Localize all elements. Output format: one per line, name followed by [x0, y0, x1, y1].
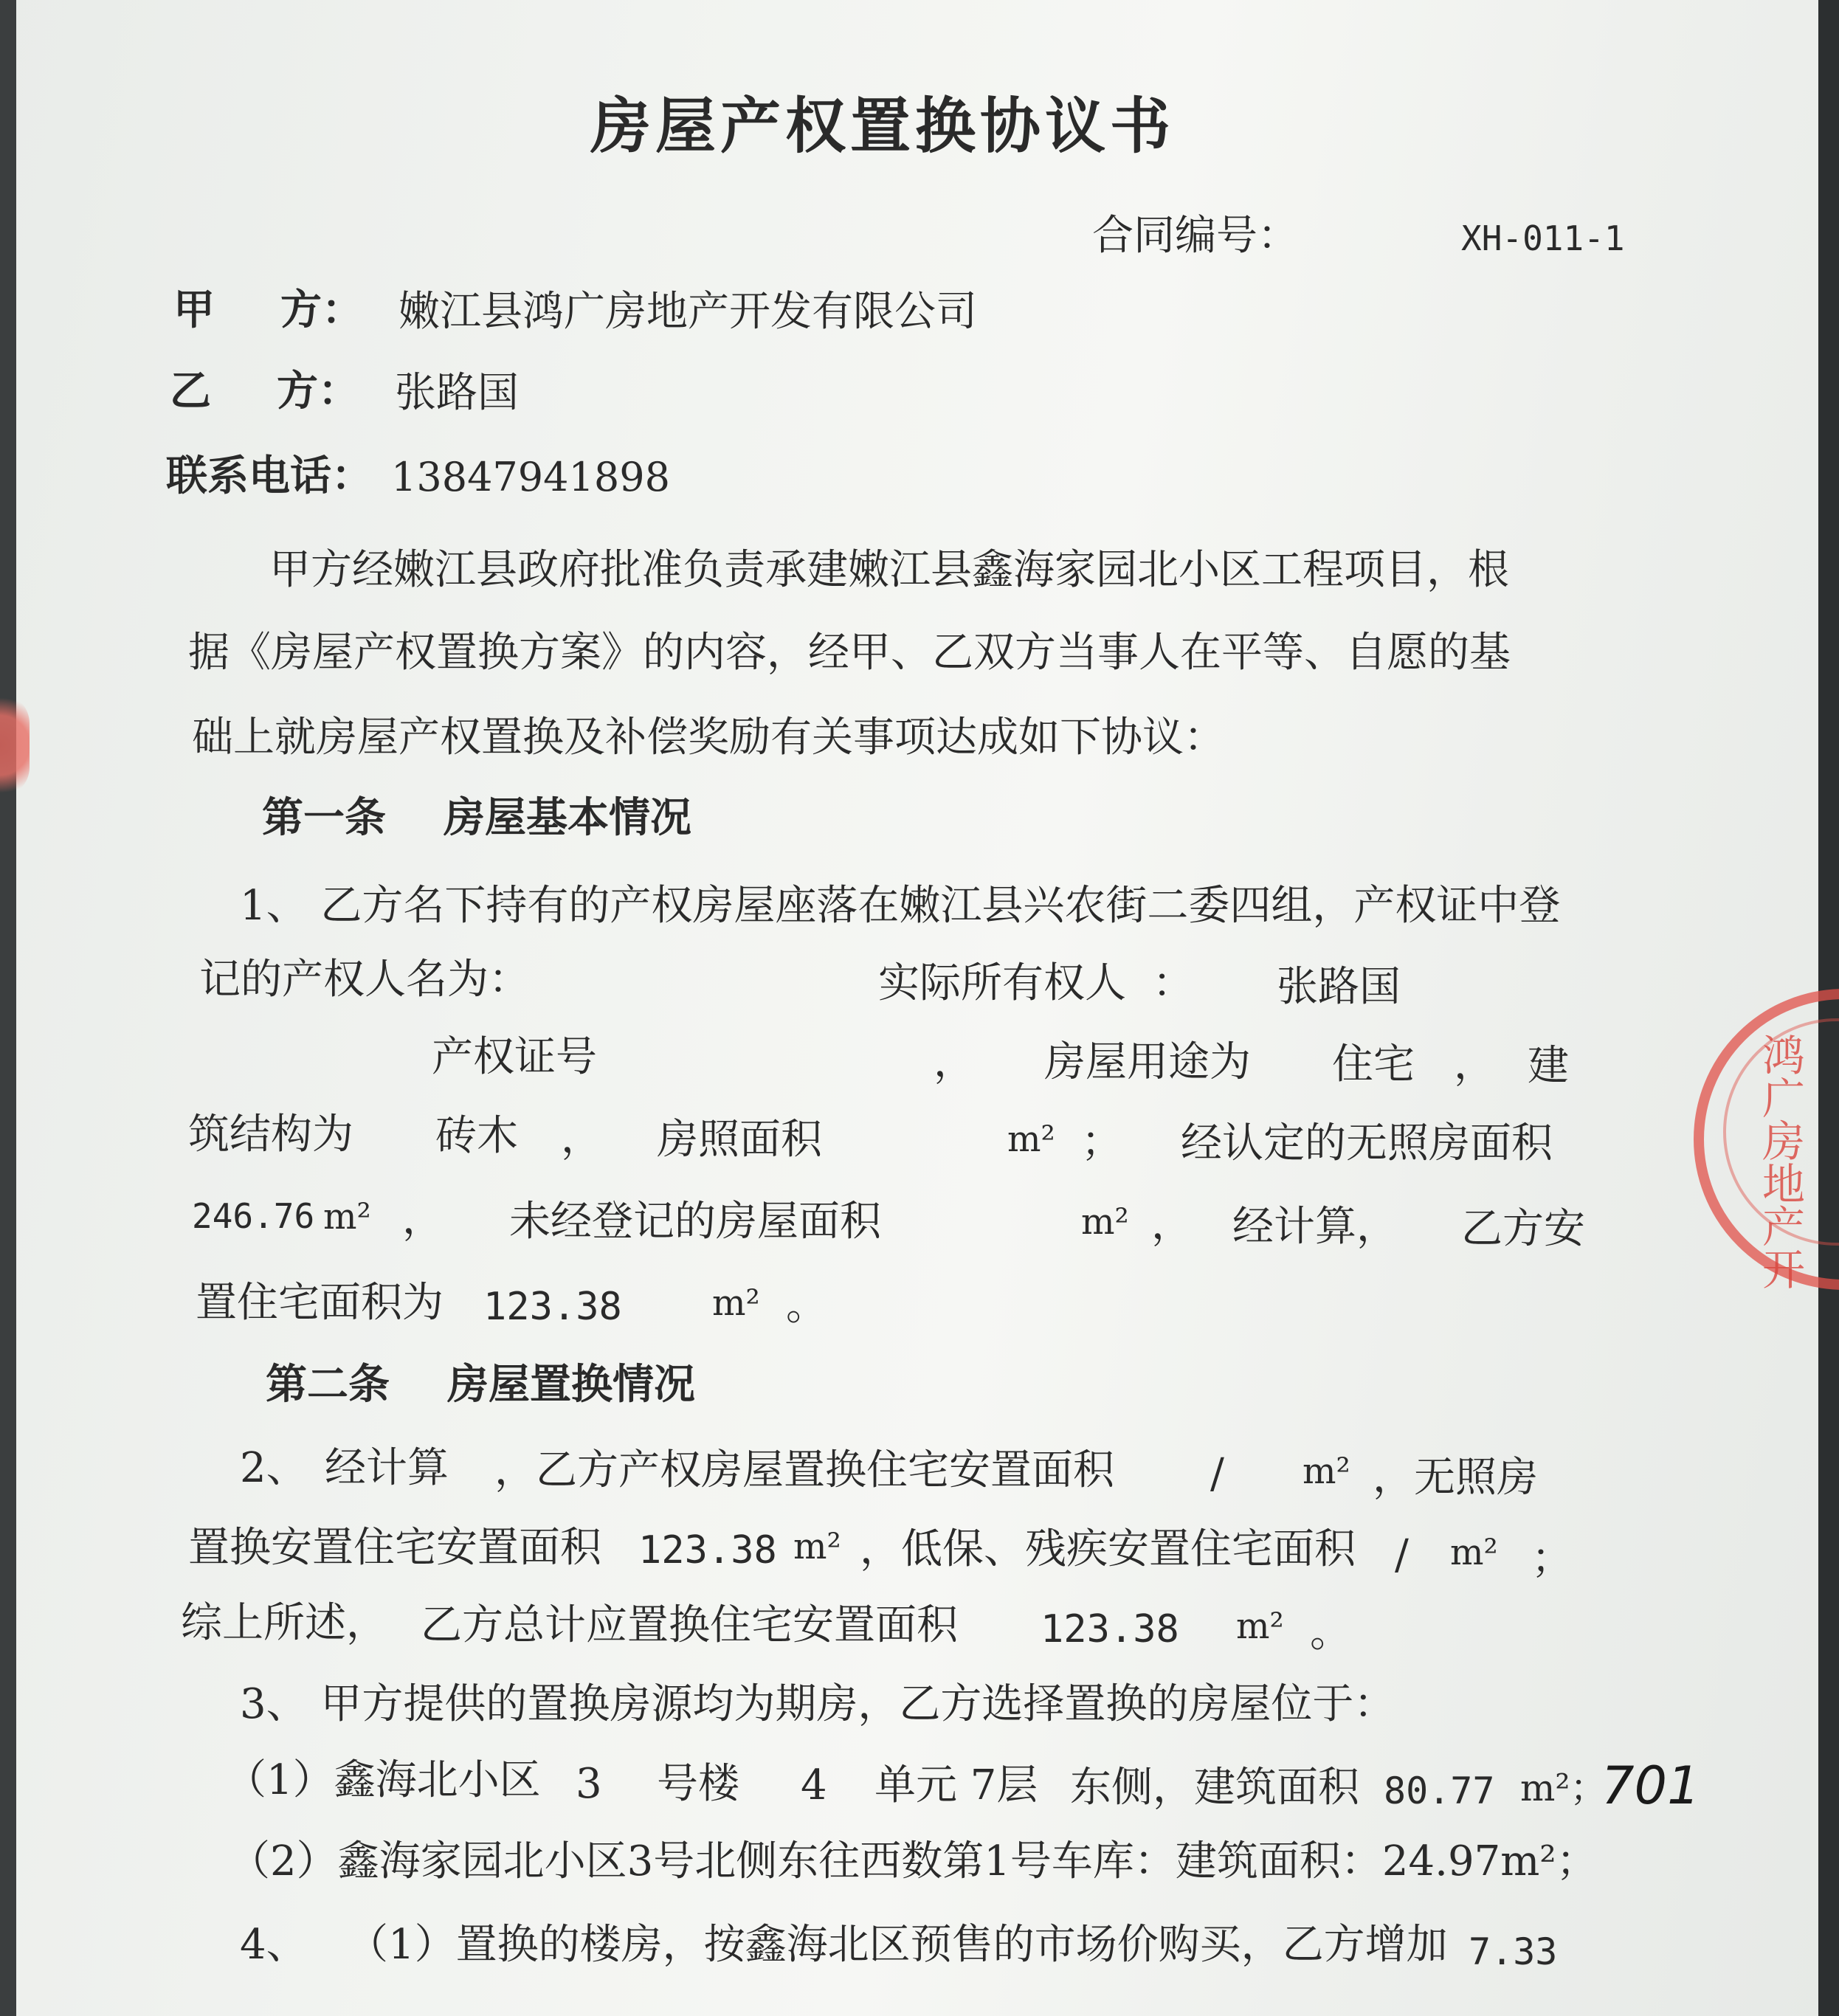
unlicensed-area-value: 246.76 [192, 1196, 315, 1236]
seal-text: 鸿广房地产开 [1755, 1033, 1805, 1290]
unlicensed-placement-value: 123.38 [638, 1528, 777, 1573]
semicolon: ； [1531, 1535, 1573, 1583]
intro-line: 甲方经嫩江县政府批准负责承建嫩江县鑫海家园北小区工程项目，根 [269, 546, 1509, 594]
comma: ， [561, 1114, 602, 1162]
calc-label: 经计算 [325, 1444, 449, 1492]
registered-owner-label: 记的产权人名为： [199, 956, 530, 1004]
item-number: 2、 [240, 1444, 308, 1492]
article-1-heading: 第一条 房屋基本情况 [262, 793, 691, 842]
article-2-line-3: 3、 甲方提供的置换房源均为期房，乙方选择置换的房屋位于： [240, 1680, 1395, 1728]
building-label: 号楼 [657, 1760, 739, 1808]
unit-floor: 单元 7层 [874, 1761, 1038, 1809]
summary-label: 综上所述， [181, 1599, 387, 1647]
placement-area-value: 123.38 [483, 1285, 622, 1329]
contract-no-value: XH-011-1 [1461, 218, 1625, 258]
purchase-clause: （1）置换的楼房，按鑫海北区预售的市场价购买，乙方增加 [347, 1921, 1448, 1969]
party-b-value: 张路国 [395, 369, 519, 417]
comma: ， [934, 1038, 975, 1086]
text-fragment: ，无照房 [1373, 1454, 1538, 1502]
text-fragment: 建 [1528, 1042, 1569, 1090]
building-area-value: 80.77 [1384, 1770, 1495, 1812]
article-2-heading: 第二条 房屋置换情况 [266, 1360, 695, 1409]
unit-m2: m² [1007, 1119, 1055, 1160]
phone-value: 13847941898 [391, 454, 670, 500]
low-income-area-label: ，低保、残疾安置住宅面积 [860, 1525, 1356, 1573]
unregistered-area-label: 未经登记的房屋面积 [509, 1198, 881, 1246]
unit-m2: m² [1450, 1532, 1498, 1573]
property-placement-label: ，乙方产权房屋置换住宅安置面积 [494, 1446, 1114, 1494]
scan-edge-left [0, 0, 16, 2016]
text-fragment: 乙方安 [1461, 1205, 1585, 1253]
comma: ， [1454, 1040, 1495, 1088]
unit-m2: m²； [1520, 1767, 1607, 1809]
party-a-label: 甲 [173, 286, 215, 334]
party-b-label: 乙 [170, 367, 211, 415]
unit-m2: m² [1303, 1451, 1350, 1492]
house-use-value: 住宅 [1332, 1040, 1415, 1088]
article-1-line-1: 1、 乙方名下持有的产权房屋座落在嫩江县兴农街二委四组，产权证中登 [240, 882, 1561, 930]
unit-m2: m² [793, 1526, 841, 1567]
structure-label: 筑结构为 [188, 1111, 353, 1159]
house-use-label: 房屋用途为 [1044, 1038, 1251, 1086]
party-a-label-2: 方： [280, 286, 363, 334]
total-placement-value: 123.38 [1041, 1607, 1179, 1651]
licensed-area-label: 房照面积 [657, 1116, 822, 1164]
unlicensed-placement-label: 置换安置住宅安置面积 [188, 1524, 601, 1572]
contract-no-label: 合同编号： [1092, 212, 1299, 260]
party-b-label-2: 方： [277, 367, 359, 415]
comma: ， [1151, 1201, 1193, 1249]
garage-line: （2）鑫海家园北小区3号北侧东往西数第1号车库：建筑面积：24.97m²； [229, 1837, 1598, 1885]
unlicensed-area-label: 经认定的无照房面积 [1181, 1119, 1553, 1167]
unit-m2: m² [323, 1196, 371, 1237]
phone-label: 联系电话： [166, 452, 373, 500]
unit-number: 4 [801, 1761, 827, 1809]
comma: ， [402, 1195, 444, 1243]
property-placement-value: / [1210, 1450, 1224, 1498]
party-a-value: 嫩江县鸿广房地产开发有限公司 [398, 288, 977, 336]
building-area-label: 东侧，建筑面积 [1070, 1764, 1359, 1812]
period: 。 [786, 1282, 827, 1330]
handwritten-room-number: 701 [1601, 1756, 1700, 1816]
red-ink-mark [0, 694, 30, 797]
item-number: 4、 [240, 1921, 308, 1969]
certificate-no-label: 产权证号 [432, 1033, 597, 1081]
semicolon: ； [1081, 1118, 1122, 1166]
page-title: 房屋产权置换协议书 [590, 91, 1176, 162]
added-area-value: 7.33 [1469, 1930, 1558, 1973]
calc-label: 经计算， [1232, 1203, 1398, 1251]
building-number: 3 [576, 1760, 602, 1808]
unit-location-label: （1）鑫海北小区 [225, 1756, 541, 1804]
actual-owner-value: 张路国 [1277, 963, 1401, 1011]
unit-m2: m² [1236, 1606, 1284, 1647]
total-placement-label: 乙方总计应置换住宅安置面积 [421, 1601, 958, 1649]
period: 。 [1310, 1609, 1351, 1657]
actual-owner-label: 实际所有权人 ： [878, 959, 1194, 1007]
intro-line: 据《房屋产权置换方案》的内容，经甲、乙双方当事人在平等、自愿的基 [188, 629, 1511, 677]
unit-m2: m² [712, 1283, 760, 1324]
intro-line: 础上就房屋产权置换及补偿奖励有关事项达成如下协议： [192, 714, 1225, 762]
structure-value: 砖木 [435, 1112, 518, 1160]
low-income-area-value: / [1395, 1531, 1409, 1579]
unit-m2: m² [1081, 1201, 1129, 1243]
placement-area-label: 置住宅面积为 [196, 1279, 444, 1327]
